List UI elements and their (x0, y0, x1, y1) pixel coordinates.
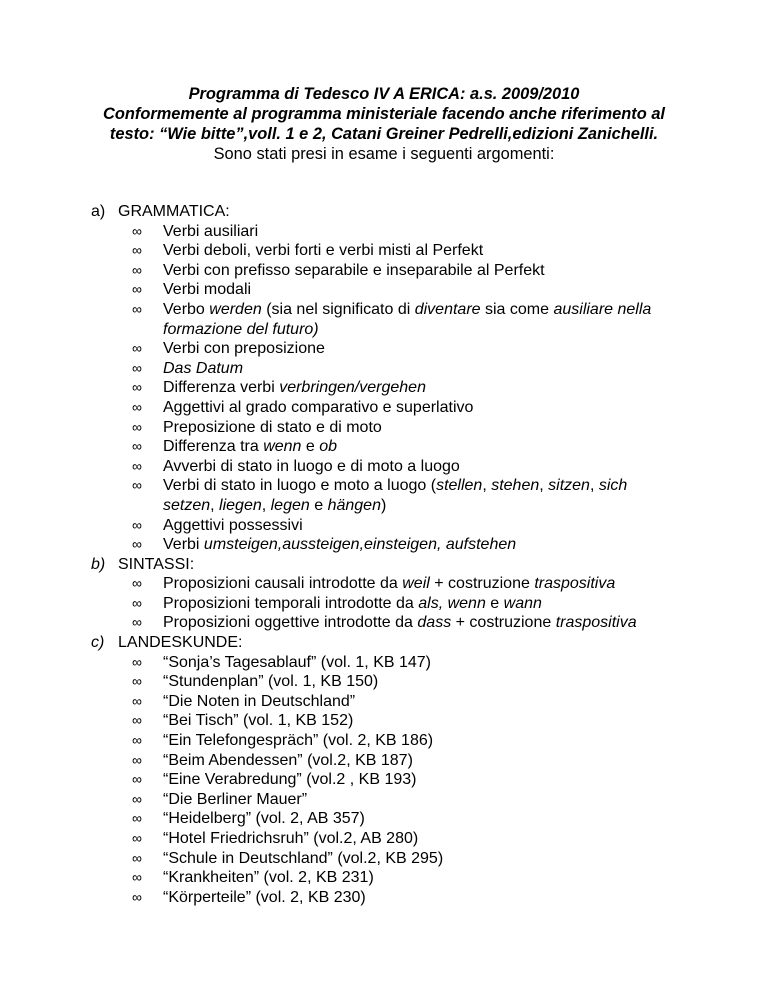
infinity-bullet-icon: ∞ (132, 888, 142, 905)
text-run: , (210, 496, 220, 514)
text-run: wenn (263, 438, 302, 456)
list-item-text (163, 516, 683, 536)
list-item-text (163, 280, 683, 300)
text-run: Differenza tra (163, 438, 264, 456)
list-item-text (163, 731, 683, 751)
list-item (91, 829, 683, 849)
list-item-text (163, 711, 683, 731)
list-item-text (163, 751, 683, 771)
list-item (91, 809, 683, 829)
infinity-bullet-icon: ∞ (132, 516, 142, 533)
list-item (91, 457, 683, 477)
list-item (91, 398, 683, 418)
text-run: traspositiva (555, 614, 637, 632)
infinity-bullet-icon: ∞ (132, 869, 142, 886)
section-heading (91, 202, 683, 222)
infinity-bullet-icon: ∞ (132, 712, 142, 729)
list-item (91, 535, 683, 555)
infinity-bullet-icon: ∞ (132, 692, 142, 709)
infinity-bullet-icon: ∞ (132, 790, 142, 807)
topic-list (91, 653, 683, 908)
text-run: dass (417, 614, 452, 632)
list-item-text (163, 613, 683, 633)
list-item (91, 222, 683, 242)
list-item-text (163, 574, 683, 594)
list-item (91, 653, 683, 673)
list-item-text (163, 437, 683, 457)
text-run: “Ein Telefongespräch” (vol. 2, KB 186) (163, 732, 434, 750)
list-item (91, 339, 683, 359)
infinity-bullet-icon: ∞ (132, 614, 142, 631)
text-run: Verbi con preposizione (163, 340, 325, 358)
text-run: Differenza verbi (163, 379, 280, 397)
list-item (91, 672, 683, 692)
list-item (91, 790, 683, 810)
list-item (91, 280, 683, 300)
text-run: Verbo (163, 300, 210, 318)
text-run: Proposizioni causali introdotte da (163, 575, 403, 593)
text-run: stellen (436, 477, 483, 495)
text-run: hängen (327, 496, 381, 514)
list-item (91, 868, 683, 888)
section-landeskunde (91, 633, 683, 907)
text-run: weil (402, 575, 430, 593)
section-grammatica (91, 202, 683, 555)
section-title: LANDESKUNDE: (118, 634, 243, 652)
list-item-text (163, 457, 683, 477)
topic-list (91, 222, 683, 555)
text-run: legen (270, 496, 310, 514)
list-item (91, 574, 683, 594)
infinity-bullet-icon: ∞ (132, 359, 142, 376)
text-run: sia come (480, 300, 554, 318)
infinity-bullet-icon: ∞ (132, 653, 142, 670)
section-letter: b) (91, 555, 106, 573)
text-run: (sia nel significato di (261, 300, 415, 318)
text-run: sich setzen (163, 477, 628, 514)
infinity-bullet-icon: ∞ (132, 849, 142, 866)
text-run: Verbi con prefisso separabile e inseparabile al Perfekt (163, 261, 545, 279)
text-run: umsteigen,aussteigen,einsteigen, aufstehen (203, 536, 517, 554)
text-run: wann (503, 594, 542, 612)
text-run: “Schule in Deutschland” (vol.2, KB 295) (163, 849, 444, 867)
list-item-text (163, 261, 683, 281)
list-item-text (163, 222, 683, 242)
text-run: sitzen (548, 477, 590, 495)
text-run: werden (209, 300, 262, 318)
text-run: + costruzione (451, 614, 556, 632)
text-run: liegen (219, 496, 262, 514)
list-item (91, 241, 683, 261)
text-run: “Beim Abendessen” (vol.2, KB 187) (163, 751, 413, 769)
text-run: Verbi modali (163, 281, 252, 299)
text-run: , (539, 477, 549, 495)
list-item-text (163, 888, 683, 908)
text-run: Proposizioni oggettive introdotte da (163, 614, 418, 632)
text-run: Verbi (163, 536, 204, 554)
text-run: “Heidelberg” (vol. 2, AB 357) (163, 810, 365, 828)
section-letter: c) (91, 634, 105, 652)
list-item (91, 692, 683, 712)
text-run: “Bei Tisch” (vol. 1, KB 152) (163, 712, 354, 730)
text-run: e (301, 438, 320, 456)
infinity-bullet-icon: ∞ (132, 457, 142, 474)
text-run: stehen (491, 477, 540, 495)
list-item (91, 888, 683, 908)
list-item-text (163, 594, 683, 614)
text-run: e (485, 594, 504, 612)
list-item-text (163, 378, 683, 398)
text-run: Das Datum (163, 359, 244, 377)
list-item-text (163, 770, 683, 790)
infinity-bullet-icon: ∞ (132, 281, 142, 298)
header-subtitle-line-1: Conformemente al programma ministeriale facendo anche riferimento al (103, 105, 665, 123)
list-item-text (163, 398, 683, 418)
list-item-text (163, 868, 683, 888)
list-item-text (163, 829, 683, 849)
list-item (91, 751, 683, 771)
list-item-text (163, 418, 683, 438)
section-title: SINTASSI: (118, 555, 195, 573)
text-run: Aggettivi al grado comparativo e superlativo (163, 398, 474, 416)
section-heading (91, 555, 683, 575)
text-run: “Die Berliner Mauer” (163, 790, 308, 808)
list-item (91, 594, 683, 614)
list-item-text (163, 692, 683, 712)
text-run: “Sonja’s Tagesablauf” (vol. 1, KB 147) (163, 653, 432, 671)
infinity-bullet-icon: ∞ (132, 242, 142, 259)
topic-list (91, 574, 683, 633)
text-run: ) (380, 496, 387, 514)
infinity-bullet-icon: ∞ (132, 418, 142, 435)
list-item (91, 300, 683, 339)
text-run: , (482, 477, 492, 495)
text-run: Aggettivi possessivi (163, 516, 303, 534)
text-run: “Eine Verabredung” (vol.2 , KB 193) (163, 771, 417, 789)
text-run: verbringen/vergehen (279, 379, 426, 397)
infinity-bullet-icon: ∞ (132, 830, 142, 846)
list-item (91, 849, 683, 869)
list-item-text (163, 241, 683, 261)
section-title: GRAMMATICA: (118, 203, 230, 220)
list-item-text (163, 790, 683, 810)
list-item (91, 418, 683, 438)
text-run: , (589, 477, 599, 495)
section-heading (91, 633, 683, 653)
list-item-text (163, 809, 683, 829)
list-item (91, 613, 683, 633)
text-run: “Die Noten in Deutschland” (163, 692, 356, 710)
header-subtitle-line-2: testo: “Wie bitte”,voll. 1 e 2, Catani Greiner Pedrelli,edizioni Zanichelli. (109, 125, 659, 143)
list-item (91, 476, 683, 515)
text-run: diventare (414, 300, 481, 318)
header-intro: Sono stati presi in esame i seguenti argomenti: (213, 145, 555, 163)
text-run: + costruzione (429, 575, 535, 593)
text-run: Preposizione di stato e di moto (163, 418, 382, 436)
infinity-bullet-icon: ∞ (132, 477, 142, 494)
infinity-bullet-icon: ∞ (132, 810, 142, 827)
infinity-bullet-icon: ∞ (132, 222, 142, 239)
list-item-text (163, 535, 683, 555)
infinity-bullet-icon: ∞ (132, 379, 142, 396)
text-run: Avverbi di stato in luogo e di moto a luogo (163, 457, 460, 475)
text-run: “Stundenplan” (vol. 1, KB 150) (163, 673, 379, 691)
document-title: Programma di Tedesco IV A ERICA: a.s. 2009/2010 (188, 85, 580, 103)
text-run: Proposizioni temporali introdotte da (163, 594, 419, 612)
infinity-bullet-icon: ∞ (132, 536, 142, 553)
text-run: ob (319, 438, 338, 456)
text-run: , (261, 496, 271, 514)
list-item (91, 359, 683, 379)
text-run: Verbi ausiliari (163, 222, 259, 240)
list-item (91, 770, 683, 790)
infinity-bullet-icon: ∞ (132, 732, 142, 749)
section-sintassi (91, 555, 683, 633)
text-run: ausiliare nella formazione del futuro) (163, 300, 652, 338)
text-run: e (309, 496, 328, 514)
text-run: “Körperteile” (vol. 2, KB 230) (163, 888, 366, 906)
text-run: als, wenn (418, 594, 486, 612)
text-run: “Hotel Friedrichsruh” (vol.2, AB 280) (163, 830, 419, 847)
topic-sections (91, 202, 683, 907)
list-item (91, 437, 683, 457)
document-header (60, 84, 708, 164)
infinity-bullet-icon: ∞ (132, 300, 142, 317)
list-item-text (163, 476, 683, 515)
list-item (91, 261, 683, 281)
list-item (91, 378, 683, 398)
infinity-bullet-icon: ∞ (132, 673, 142, 690)
list-item-text (163, 653, 683, 673)
infinity-bullet-icon: ∞ (132, 575, 142, 592)
text-run: Verbi deboli, verbi forti e verbi misti al Perfekt (163, 242, 484, 260)
infinity-bullet-icon: ∞ (132, 398, 142, 415)
list-item (91, 516, 683, 536)
list-item (91, 711, 683, 731)
infinity-bullet-icon: ∞ (132, 594, 142, 611)
list-item (91, 731, 683, 751)
text-run: Verbi di stato in luogo e moto a luogo ( (163, 477, 437, 495)
text-run: “Krankheiten” (vol. 2, KB 231) (163, 869, 374, 887)
list-item-text (163, 339, 683, 359)
infinity-bullet-icon: ∞ (132, 771, 142, 788)
infinity-bullet-icon: ∞ (132, 340, 142, 357)
list-item-text (163, 300, 683, 339)
list-item-text (163, 849, 683, 869)
list-item-text (163, 672, 683, 692)
infinity-bullet-icon: ∞ (132, 751, 142, 768)
section-letter: a) (91, 203, 106, 220)
infinity-bullet-icon: ∞ (132, 438, 142, 455)
text-run: traspositiva (534, 575, 616, 593)
list-item-text (163, 359, 683, 379)
infinity-bullet-icon: ∞ (132, 261, 142, 278)
